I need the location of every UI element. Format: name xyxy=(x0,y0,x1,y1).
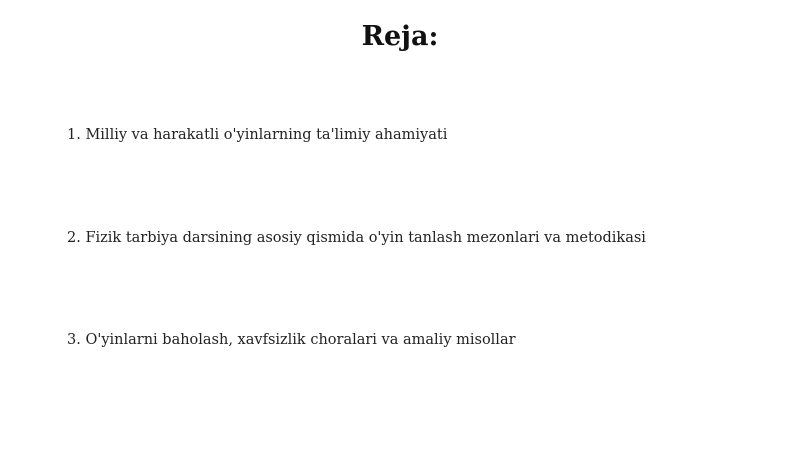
plan-item-1: 1. Milliy va harakatli o'yinlarning ta'limiy ahamiyati xyxy=(67,127,448,143)
plan-item-3: 3. O'yinlarni baholash, xavfsizlik choralari va amaliy misollar xyxy=(67,332,516,348)
slide-title: Reja: xyxy=(361,21,439,52)
plan-item-2: 2. Fizik tarbiya darsining asosiy qismida o'yin tanlash mezonlari va metodikasi xyxy=(67,230,646,246)
